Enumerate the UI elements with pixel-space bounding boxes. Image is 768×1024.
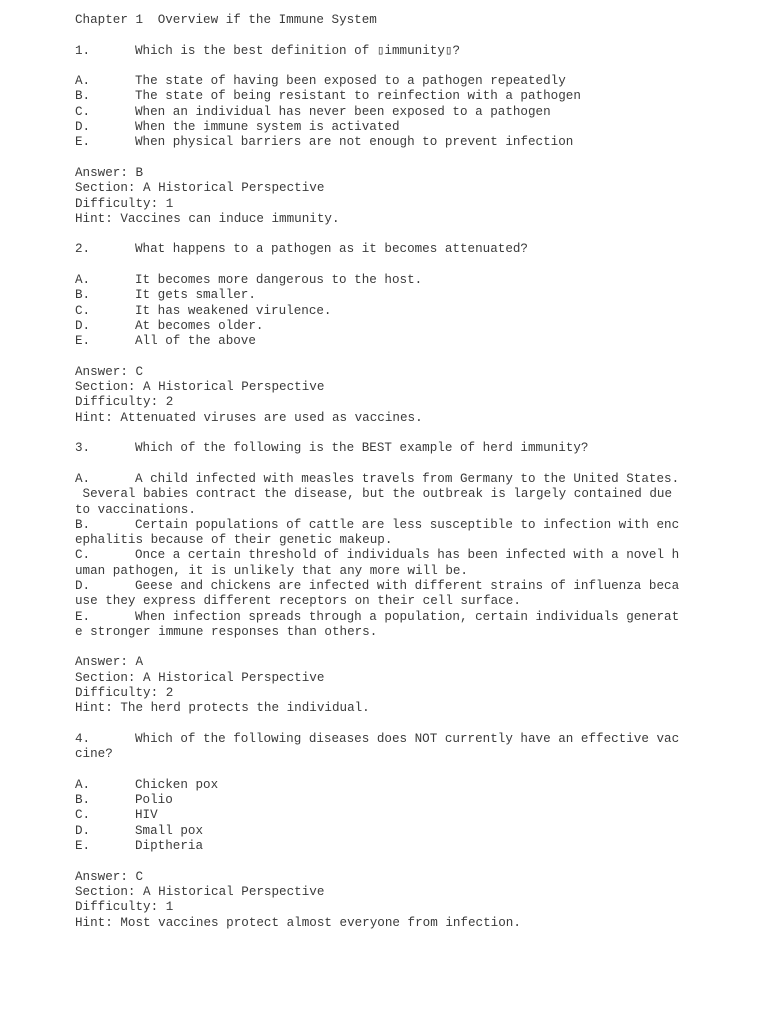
- option-text: When physical barriers are not enough to prevent infection: [135, 135, 574, 150]
- difficulty-line: Difficulty: 1: [75, 900, 174, 915]
- option-c: [75, 548, 695, 563]
- option-letter: D.: [75, 578, 91, 593]
- option-text: At becomes older.: [135, 318, 264, 333]
- option-letter: A.: [75, 273, 91, 288]
- question-2: [75, 242, 695, 426]
- hint-line: Hint: The herd protects the individual.: [75, 701, 370, 716]
- difficulty-line: Difficulty: 2: [75, 686, 174, 701]
- question-stem: [75, 242, 695, 257]
- option-d: [75, 579, 695, 594]
- question-text: Which is the best definition of ▯immunity▯?: [135, 43, 461, 58]
- hint-line: Hint: Attenuated viruses are used as vaccines.: [75, 410, 423, 425]
- question-stem: [75, 732, 695, 747]
- option-d: [75, 319, 695, 334]
- section-line: Section: A Historical Perspective: [75, 670, 325, 685]
- difficulty-line: Difficulty: 1: [75, 196, 174, 211]
- option-letter: D.: [75, 318, 91, 333]
- option-text: It becomes more dangerous to the host.: [135, 273, 423, 288]
- document-page: [75, 13, 695, 931]
- option-text: Small pox: [135, 823, 204, 838]
- section-line: Section: A Historical Perspective: [75, 884, 325, 899]
- option-text: Chicken pox: [135, 777, 219, 792]
- hint-line: Hint: Most vaccines protect almost everyone from infection.: [75, 915, 521, 930]
- option-text: A child infected with measles travels from Germany to the United States.: [135, 471, 680, 486]
- option-e: [75, 334, 695, 349]
- option-b: [75, 89, 695, 104]
- option-letter: C.: [75, 303, 91, 318]
- option-b: [75, 288, 695, 303]
- question-stem: [75, 44, 695, 59]
- hint-line: Hint: Vaccines can induce immunity.: [75, 211, 340, 226]
- answer-line: Answer: C: [75, 364, 144, 379]
- option-text-continued: uman pathogen, it is unlikely that any more will be.: [75, 563, 468, 578]
- question-3: [75, 441, 695, 716]
- option-c: [75, 808, 695, 823]
- option-letter: E.: [75, 609, 91, 624]
- option-letter: C.: [75, 548, 91, 563]
- option-text: Once a certain threshold of individuals has been infected with a novel h: [135, 548, 680, 563]
- option-letter: B.: [75, 517, 91, 532]
- option-letter: B.: [75, 89, 91, 104]
- option-a: [75, 273, 695, 288]
- option-letter: C.: [75, 104, 91, 119]
- option-text: When an individual has never been exposed to a pathogen: [135, 104, 551, 119]
- option-text-continued: Several babies contract the disease, but the outbreak is largely contained due: [75, 487, 673, 502]
- option-c: [75, 304, 695, 319]
- option-text: It has weakened virulence.: [135, 303, 332, 318]
- option-letter: B.: [75, 793, 91, 808]
- option-text-continued: to vaccinations.: [75, 502, 196, 517]
- option-letter: A.: [75, 777, 91, 792]
- option-a: [75, 778, 695, 793]
- option-c: [75, 105, 695, 120]
- option-a: [75, 74, 695, 89]
- option-text: When infection spreads through a population, certain individuals generat: [135, 609, 680, 624]
- question-text-continued: cine?: [75, 747, 113, 762]
- option-text-continued: e stronger immune responses than others.: [75, 624, 378, 639]
- option-letter: C.: [75, 808, 91, 823]
- answer-line: Answer: B: [75, 165, 144, 180]
- option-a: [75, 472, 695, 487]
- chapter-heading: [75, 13, 695, 28]
- question-number: 1.: [75, 43, 91, 58]
- option-text: Polio: [135, 793, 173, 808]
- option-text: When the immune system is activated: [135, 120, 400, 135]
- question-number: 4.: [75, 731, 91, 746]
- option-text: The state of having been exposed to a pathogen repeatedly: [135, 74, 566, 89]
- question-text: Which of the following is the BEST example of herd immunity?: [135, 441, 589, 456]
- chapter-title: Overview if the Immune System: [157, 13, 377, 27]
- question-number: 3.: [75, 441, 91, 456]
- option-text-continued: ephalitis because of their genetic makeup.: [75, 533, 393, 548]
- option-text: Certain populations of cattle are less susceptible to infection with enc: [135, 517, 680, 532]
- question-stem: [75, 441, 695, 456]
- question-text: Which of the following diseases does NOT currently have an effective vac: [135, 731, 680, 746]
- option-text: The state of being resistant to reinfection with a pathogen: [135, 89, 581, 104]
- chapter-label: Chapter 1: [75, 13, 144, 27]
- option-b: [75, 793, 695, 808]
- question-4: [75, 732, 695, 931]
- answer-line: Answer: C: [75, 869, 144, 884]
- option-text: Geese and chickens are infected with different strains of influenza beca: [135, 578, 680, 593]
- option-letter: D.: [75, 120, 91, 135]
- option-e: [75, 610, 695, 625]
- option-letter: B.: [75, 288, 91, 303]
- option-e: [75, 135, 695, 150]
- option-d: [75, 120, 695, 135]
- option-letter: E.: [75, 839, 91, 854]
- question-number: 2.: [75, 242, 91, 257]
- question-text: What happens to a pathogen as it becomes attenuated?: [135, 242, 528, 257]
- section-line: Section: A Historical Perspective: [75, 380, 325, 395]
- option-letter: A.: [75, 74, 91, 89]
- difficulty-line: Difficulty: 2: [75, 395, 174, 410]
- option-text: All of the above: [135, 334, 256, 349]
- option-letter: E.: [75, 334, 91, 349]
- option-text-continued: use they express different receptors on their cell surface.: [75, 594, 521, 609]
- answer-line: Answer: A: [75, 655, 144, 670]
- option-e: [75, 839, 695, 854]
- option-text: HIV: [135, 808, 158, 823]
- option-b: [75, 518, 695, 533]
- option-d: [75, 824, 695, 839]
- option-text: Diptheria: [135, 839, 204, 854]
- option-letter: E.: [75, 135, 91, 150]
- option-text: It gets smaller.: [135, 288, 256, 303]
- option-letter: A.: [75, 471, 91, 486]
- question-1: [75, 44, 695, 228]
- option-letter: D.: [75, 823, 91, 838]
- section-line: Section: A Historical Perspective: [75, 181, 325, 196]
